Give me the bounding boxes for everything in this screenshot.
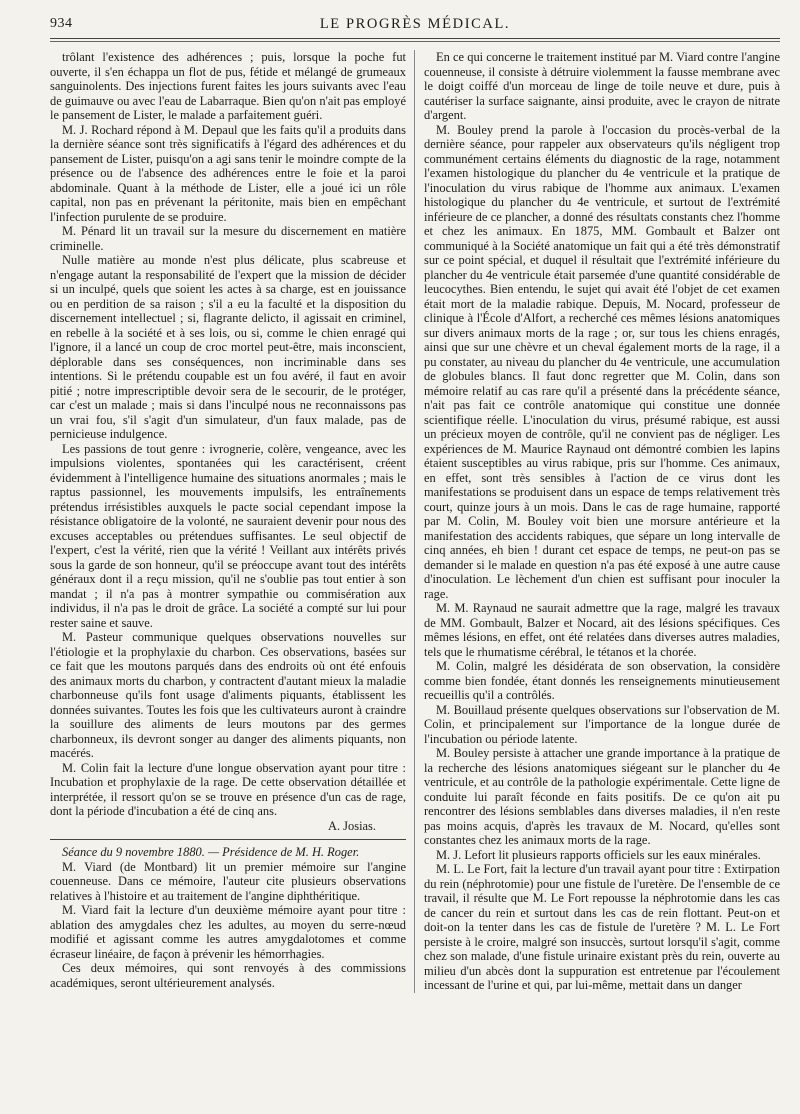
paragraph: Ces deux mémoires, qui sont renvoyés à des commissions académiques, seront ultérieurement analysés. [50,961,406,990]
page-header [50,14,780,36]
paragraph: trôlant l'existence des adhérences ; puis, lorsque la poche fut ouverte, il s'en échappa un flot de pus, fétide et mélangé de grumeaux sanguinolents. Des injections furent faites les jours suivants avec l'eau de guimauve ou avec l'eau de Labarraque. Bien qu'on n'ait pas employé le pansement de Lister, le malade a parfaitement guéri. [50,50,406,122]
section-rule [50,839,406,840]
header-rule [50,38,780,39]
section-heading: Séance du 9 novembre 1880. — Présidence de M. H. Roger. [62,845,360,859]
paragraph: Les passions de tout genre : ivrognerie, colère, vengeance, avec les impulsions violentes, spontanées qui les caractérisent, créent évidemment à l'intelligence humaine des situations anormales ; mais le raptus passionnel, les mouvements impulsifs, les entraînements prétendus irrésistibles auxquels le pacte social cependant impose la résistance obligatoire de la volonté, ne sauraient devenir pour nous des excuses acceptables ou prétendues suffisantes. Le seul objectif de l'expert, c'est la vérité, rien que la vérité ! Veillant aux intérêts privés sous la garde de son honneur, qu'il se préoccupe avant tout des intérêts généraux dont il a reçu mission, qu'il ne s'oublie pas tout entier à son mandat ; il n'a pas à montrer sympathie ou commisération aux individus, il n'a pas le droit de grâce. La société a compté sur lui pour rester saine et sauve. [50,441,406,630]
paragraph: En ce qui concerne le traitement institué par M. Viard contre l'angine couenneuse, il consiste à détruire violemment la fausse membrane avec le doigt coiffé d'un morceau de linge de toile neuve et dure, puis à cautériser la surface saignante, ainsi produite, avec le crayon de nitrate d'argent. [424,50,780,122]
left-column [50,50,414,993]
signature: A. Josias. [327,818,376,833]
paragraph: M. J. Lefort lit plusieurs rapports officiels sur les eaux minérales. [436,847,761,862]
paragraph: M. L. Le Fort, fait la lecture d'un travail ayant pour titre : Extirpation du rein (néphrotomie) pour une fistule de l'uretère. De l'ensemble de ce travail, il résulte que M. Le Fort repousse la néphrotomie dans les cas de cancer du rein et surtout dans les cas de rein flottant. Peut-on et doit-on la tenter dans les cas de fistule de l'uretère ? M. L. Le Fort persiste à le croire, malgré son insuccès, surtout lorsqu'il s'agit, comme chez son malade, d'une fistule urinaire existant près du rein, ouverte au milieu d'un abcès dont la suppuration est entretenue par l'écoulement incessant de l'urine et qui, par lui-même, mettait dans un danger [424,862,780,992]
paragraph: M. Bouley prend la parole à l'occasion du procès-verbal de la dernière séance, pour rappeler aux observateurs qu'ils négligent trop communément certains éléments du diagnostic de la rage, notamment l'examen histologique du plancher du 4e ventricule et la pratique de l'inoculation du virus rabique de l'homme aux animaux. L'examen histologique du plancher du 4e ventricule, et surtout de l'extrémité inférieure de ce plancher, a donné des résultats constants chez l'homme et chez les animaux. En 1875, MM. Gombault et Balzer ont communiqué à la Société anatomique un fait qui a été très démonstratif sur ce point spécial, et duquel il résultait que l'extrémité inférieure du plancher du 4e ventricule était parsemée d'une quantité considérable de leucocythes. Bien entendu, le sujet qui avait été l'objet de cet examen était mort de la maladie rabique. Depuis, M. Nocard, professeur de clinique à l'École d'Alfort, a recherché ces mêmes lésions anatomiques sur divers animaux morts de la rage ; or, sur tous les chiens enragés, ainsi que sur une chèvre et un cheval également morts de la rage, il a pu constater, au niveau du plancher du 4e ventricule, une accumulation de globules blancs. Il faut donc regretter que M. Colin, dans son mémoire relatif au cas rare qu'il a présenté dans la précédente séance, n'ait pas fait ce contrôle anatomique qui constitue une donnée scientifique réelle. L'inoculation du virus, présumé rabique, est aussi un précieux moyen de contrôle, qu'il ne convient pas de négliger. Les expériences de M. Maurice Raynaud ont démontré combien les lapins étaient susceptibles au virus rabique, pris sur l'homme. Ces animaux, en effet, sont très sensibles à l'action de ce virus dont les manifestations se produisent dans un espace de temps relativement très court, quinze jours à un mois. Dans le cas de rage humaine, rapporté par M. Colin, M. Bouley voit bien une morsure antérieure et la manifestation des accidents rabiques, que sépare un long intervalle de cinq années, eh bien ! durant cet espace de temps, ne peut-on pas se demander si le malade en question n'a pas été exposé à une autre cause d'inoculation. Le lèchement d'un chien est suffisant pour inoculer la rage. [424,122,780,601]
paragraph: M. Pasteur communique quelques observations nouvelles sur l'étiologie et la prophylaxie du charbon. Ces observations, basées sur ce fait que les moutons parqués dans des endroits où ont été enfouis des animaux morts du charbon, y contractent d'autant mieux la maladie charbonneuse qu'ils font usage d'aliments piquants, établissent les données suivantes. Toutes les fois que les cultivateurs auront à craindre la souillure des aliments de leurs moutons par des germes charbonneux, ils devront songer au danger des aliments piquants, non macérés. [50,630,406,760]
running-title: LE PROGRÈS MÉDICAL. [319,16,511,32]
paragraph: M. Colin fait la lecture d'une longue observation ayant pour titre : Incubation et prophylaxie de la rage. De cette observation détaillée et interprétée, il ressort qu'on se se trouve en présence d'un cas de rage, dont la période d'incubation a été de cinq ans. [50,760,406,818]
header-rule-2 [50,41,780,42]
paragraph: M. Viard fait la lecture d'un deuxième mémoire ayant pour titre : ablation des amygdales chez les adultes, au moyen du serre-nœud modifié et agissant comme les autres amygdalotomes et comme écraseur linéaire, de façon à prévenir les hémorrhagies. [50,903,406,961]
paragraph: M. Pénard lit un travail sur la mesure du discernement en matière criminelle. [50,224,406,253]
paragraph: M. M. Raynaud ne saurait admettre que la rage, malgré les travaux de MM. Gombault, Balzer et Nocard, ait des lésions spécifiques. Ces mêmes lésions, en effet, ont été relatées dans diverses autres maladies, tels que le rhumatisme cérébral, le tétanos et la chorée. [424,601,780,659]
paragraph: M. Colin, malgré les désidérata de son observation, la considère comme bien fondée, étant donnés les renseignements minutieusement recueillis qu'il a contrôlés. [424,659,780,702]
paragraph: M. J. Rochard répond à M. Depaul que les faits qu'il a produits dans la dernière séance sont très significatifs à l'égard des adhérences et du pansement de Lister, puisqu'on a agi sans tenir le moindre compte de la présence ou de l'absence des adhérences entre le foie et la paroi abdominale. Quant à la méthode de Lister, elle a joué ici un rôle capital, non pas en prévenant la péritonite, mais bien en empêchant l'infection purulente de se produire. [50,122,406,224]
page-number: 934 [50,16,73,31]
paragraph: M. Viard (de Montbard) lit un premier mémoire sur l'angine couenneuse. Dans ce mémoire, l'auteur cite plusieurs observations relatives à l'histoire et au traitement de l'angine diphthéritique. [50,859,406,903]
paragraph: M. Bouley persiste à attacher une grande importance à la pratique de la recherche des lésions anatomiques siégeant sur le plancher du 4e ventricule, et au contrôle de la pathologie expérimentale. Cette ligne de conduite lui paraît féconde en faits positifs. De ce qu'on ait pu rencontrer des lésions semblables dans diverses maladies, il n'en reste pas moins acquis, d'après les travaux de M. Nocard, qu'elles sont constantes chez les animaux morts de la rage. [424,746,780,847]
paragraph: Nulle matière au monde n'est plus délicate, plus scabreuse et n'engage autant la responsabilité de l'expert que la mission de décider si un inculpé, quels que soient les actes à sa charge, est en jouissance ou en perdition de sa raison ; s'il a eu la faculté et la disposition du discernement intellectuel ; si, flagrante delicto, il agissait en criminel, en rebelle à la société et à ses lois, ou si, comme le chien enragé qui l'ignore, il a lancé un coup de croc mortel peut-être, mais inconscient, déplorable dans ses conséquences, non incriminable dans ses intentions. Si le prétendu coupable est un fou avéré, il faut en avoir pitié ; notre imprescriptible devoir sera de le secourir, de le protéger, car c'est un malade ; mais si dans l'inculpé nous ne reconnaissons pas un vrai fou, s'il s'agit d'un simulateur, d'un faux malade, pas de pernicieuse indulgence. [50,253,406,441]
text-columns [50,50,780,993]
paragraph: M. Bouillaud présente quelques observations sur l'observation de M. Colin, et principalement sur l'importance de la longue durée de l'incubation ou période latente. [424,702,780,746]
right-column [414,50,780,993]
